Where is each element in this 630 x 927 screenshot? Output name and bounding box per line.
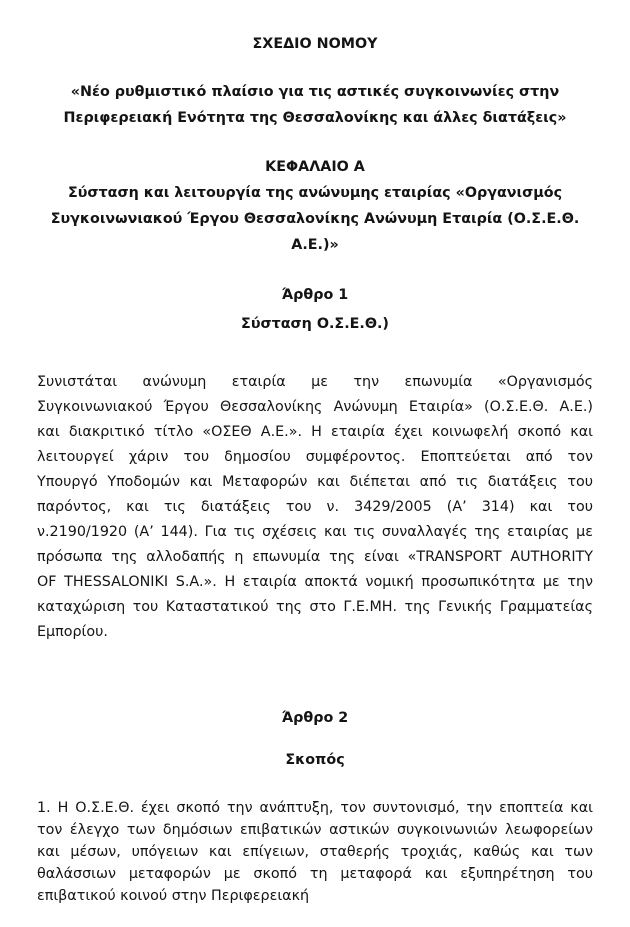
article-2-line: και μέσων, υπόγειων και επίγειων, σταθερής τροχιάς, καθώς και των: [37, 844, 593, 860]
article-2-number: Άρθρο 2: [281, 710, 349, 726]
chapter-title-line: Α.Ε.)»: [291, 237, 339, 253]
article-1-title: Σύσταση Ο.Σ.Ε.Θ.): [241, 316, 389, 332]
article-1-line: Συνιστάται ανώνυμη εταιρία με την επωνυμία «Οργανισμός: [37, 374, 593, 390]
article-1-line: και διακριτικό τίτλο «ΟΣΕΘ Α.Ε.». Η εταιρία έχει κοινωφελή σκοπό και: [37, 424, 593, 440]
article-2-line: επιβατικού κοινού στην Περιφερειακή: [37, 888, 310, 904]
document-subtitle-line: «Νέο ρυθμιστικό πλαίσιο για τις αστικές συγκοινωνίες στην: [70, 84, 560, 100]
article-1-line: Υπουργό Υποδομών και Μεταφορών και διέπεται από τις διατάξεις του: [37, 474, 593, 490]
article-2-line: 1. Η Ο.Σ.Ε.Θ. έχει σκοπό την ανάπτυξη, τον συντονισμό, την εποπτεία και: [37, 800, 593, 816]
article-1-number: Άρθρο 1: [281, 287, 349, 303]
article-1-line: πρόσωπα της αλλοδαπής η επωνυμία της είναι «TRANSPORT AUTHORITY: [37, 549, 593, 565]
document-title: ΣΧΕΔΙΟ ΝΟΜΟΥ: [252, 36, 378, 52]
article-1-line: Εμπορίου.: [37, 624, 108, 640]
article-1-line: λειτουργεί χάριν του δημοσίου συμφέροντος. Εποπτεύεται από τον: [37, 449, 593, 465]
article-1-line: Συγκοινωνιακού Έργου Θεσσαλονίκης Ανώνυμη Εταιρία» (Ο.Σ.Ε.Θ. Α.Ε.): [37, 399, 593, 415]
article-1-line: OF THESSALONIKI S.A.». Η εταιρία αποκτά νομική προσωπικότητα με την: [37, 574, 593, 590]
chapter-label: ΚΕΦΑΛΑΙΟ Α: [265, 159, 365, 175]
article-2-line: θαλάσσιων μεταφορών με σκοπό τη μεταφορά και εξυπηρέτηση του: [37, 866, 593, 882]
article-1-line: ν.2190/1920 (Α’ 144). Για τις σχέσεις και τις συναλλαγές της εταιρίας με: [37, 524, 593, 540]
chapter-title-line: Σύσταση και λειτουργία της ανώνυμης εταιρίας «Οργανισμός: [67, 185, 563, 201]
document-subtitle-line: Περιφερειακή Ενότητα της Θεσσαλονίκης και άλλες διατάξεις»: [63, 110, 567, 126]
article-1-line: παρόντος, και τις διατάξεις του ν. 3429/2005 (Α’ 314) και του: [37, 499, 593, 515]
chapter-title-line: Συγκοινωνιακού Έργου Θεσσαλονίκης Ανώνυμη Εταιρία (Ο.Σ.Ε.Θ.: [50, 211, 580, 227]
article-1-line: καταχώριση του Καταστατικού της στο Γ.Ε.ΜΗ. της Γενικής Γραμματείας: [37, 599, 593, 615]
article-2-line: τον έλεγχο των δημόσιων επιβατικών αστικών συγκοινωνιών λεωφορείων: [37, 822, 593, 838]
article-2-title: Σκοπός: [285, 752, 345, 768]
